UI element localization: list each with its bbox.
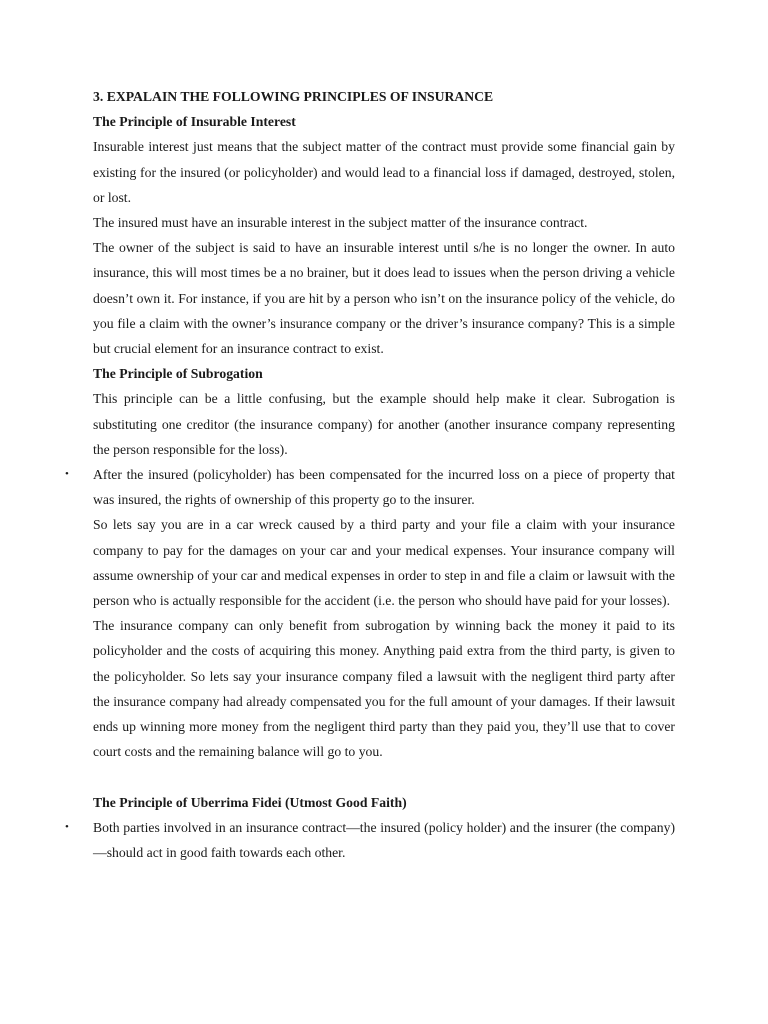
document-page	[65, 84, 675, 865]
bullet-item	[65, 462, 675, 512]
paragraph: Both parties involved in an insurance contract—the insured (policy holder) and the insurer (the company)—should act in good faith towards each other.	[93, 819, 675, 861]
document-title: 3. EXPALAIN THE FOLLOWING PRINCIPLES OF INSURANCE	[93, 89, 494, 104]
bullet-item	[65, 815, 675, 865]
paragraph: Insurable interest just means that the subject matter of the contract must provide some financial gain by existing for the insured (or policyholder) and would lead to a financial loss if damaged, destroyed, stolen, or lost.	[93, 139, 675, 205]
paragraph: The owner of the subject is said to have an insurable interest until s/he is no longer the owner. In auto insurance, this will most times be a no brainer, but it does lead to issues when the person driving a vehicle doesn’t own it. For instance, if you are hit by a person who isn’t on the insurance policy of the vehicle, do you file a claim with the owner’s insurance company or the driver’s insurance company? This is a simple but crucial element for an insurance contract to exist.	[93, 240, 675, 357]
paragraph: The insured must have an insurable interest in the subject matter of the insurance contract.	[93, 215, 588, 231]
paragraph: This principle can be a little confusing, but the example should help make it clear. Subrogation is substituting one creditor (the insurance company) for another (another insurance company representing the person responsible for the loss).	[93, 391, 675, 457]
bullet-icon: •	[65, 468, 69, 481]
paragraph: So lets say you are in a car wreck caused by a third party and your file a claim with your insurance company to pay for the damages on your car and your medical expenses. Your insurance company will assume ownership of your car and medical expenses in order to step in and file a claim or lawsuit with the person who is actually responsible for the accident (i.e. the person who should have paid for your losses).	[93, 517, 675, 609]
paragraph: After the insured (policyholder) has been compensated for the incurred loss on a piece of property that was insured, the rights of ownership of this property go to the insurer.	[93, 467, 675, 508]
blank-line	[93, 764, 675, 789]
section-heading-insurable-interest: The Principle of Insurable Interest	[93, 114, 296, 130]
bullet-icon: •	[65, 820, 69, 833]
paragraph: The insurance company can only benefit from subrogation by winning back the money it paid to its policyholder and the costs of acquiring this money. Anything paid extra from the third party, is given to the policyholder. So lets say your insurance company filed a lawsuit with the negligent third party after the insurance company had already compensated you for the full amount of your damages. If their lawsuit ends up winning more money from the negligent third party than they paid you, they’ll use that to cover court costs and the remaining balance will go to you.	[93, 618, 675, 760]
section-heading-utmost-good-faith: The Principle of Uberrima Fidei (Utmost Good Faith)	[93, 794, 407, 810]
section-heading-subrogation: The Principle of Subrogation	[93, 366, 263, 382]
